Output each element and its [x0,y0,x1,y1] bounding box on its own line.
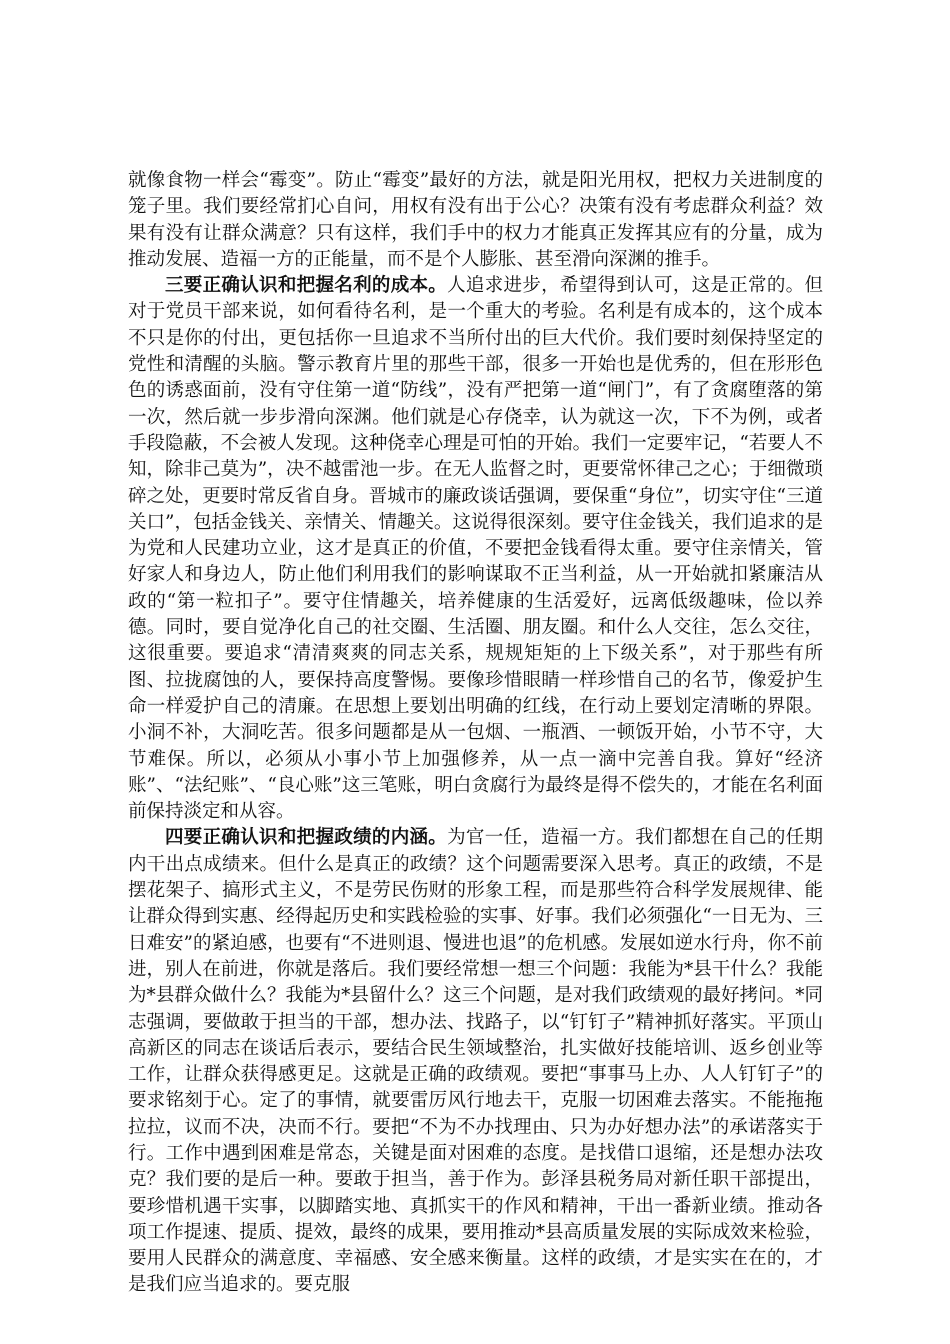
paragraph-2-heading: 三要正确认识和把握名利的成本。 [165,275,448,297]
paragraph-3-body: 为官一任，造福一方。我们都想在自己的任期内干出点成绩来。但什么是真正的政绩？这个问题需要深入思考。真正的政绩，不是摆花架子、搞形式主义，不是劳民伤财的形象工程，而是那些符合科学发展规律、能让群众得到实惠、经得起历史和实践检验的实事、好事。我们必须强化“一日无为、三日难安”的紧迫感，也要有“不进则退、慢进也退”的危机感。发展如逆水行舟，你不前进，别人在前进，你就是落后。我们要经常想一想三个问题：我能为*县干什么？我能为*县群众做什么？我能为*县留什么？这三个问题，是对我们政绩观的最好拷问。*同志强调，要做敢于担当的干部，想办法、找路子，以“钉钉子”精神抓好落实。平顶山高新区的同志在谈话后表示，要结合民生领域整治，扎实做好技能培训、返乡创业等工作，让群众获得感更足。这就是正确的政绩观。要把“事事马上办、人人钉钉子”的要求铭刻于心。定了的事情，就要雷厉风行地去干，克服一切困难去落实。不能拖拖拉拉，议而不决，决而不行。要把“不为不办找理由、只为办好想办法”的承诺落实于行。工作中遇到困难是常态，关键是面对困难的态度。是找借口退缩，还是想办法攻克？我们要的是后一种。要敢于担当，善于作为。彭泽县税务局对新任职干部提出，要珍惜机遇干实事，以脚踏实地、真抓实干的作风和精神，干出一番新业绩。推动各项工作提速、提质、提效，最终的成果，要用推动*县高质量发展的实际成效来检验，要用人民群众的满意度、幸福感、安全感来衡量。这样的政绩，才是实实在在的，才是我们应当追求的。要克服 [128,827,823,1296]
paragraph-3 [128,825,823,1298]
paragraph-1-body: 就像食物一样会“霉变”。防止“霉变”最好的方法，就是阳光用权，把权力关进制度的笼子里。我们要经常扪心自问，用权有没有出于公心？决策有没有考虑群众利益？效果有没有让群众满意？只有这样，我们手中的权力才能真正发挥其应有的分量，成为推动发展、造福一方的正能量，而不是个人膨胀、甚至滑向深渊的推手。 [128,170,823,270]
document-page [128,168,823,1299]
paragraph-3-heading: 四要正确认识和把握政绩的内涵。 [165,827,448,849]
paragraph-1 [128,168,823,273]
paragraph-2 [128,273,823,825]
paragraph-2-body: 人追求进步，希望得到认可，这是正常的。但对于党员干部来说，如何看待名利，是一个重大的考验。名利是有成本的，这个成本不只是你的付出，更包括你一旦追求不当所付出的巨大代价。我们要时刻保持坚定的党性和清醒的头脑。警示教育片里的那些干部，很多一开始也是优秀的，但在形形色色的诱惑面前，没有守住第一道“防线”，没有严把第一道“闸门”，有了贪腐堕落的第一次，然后就一步步滑向深渊。他们就是心存侥幸，认为就这一次，下不为例，或者手段隐蔽，不会被人发现。这种侥幸心理是可怕的开始。我们一定要牢记，“若要人不知，除非己莫为”，决不越雷池一步。在无人监督之时，更要常怀律己之心；于细微琐碎之处，更要时常反省自身。晋城市的廉政谈话强调，要保重“身位”，切实守住“三道关口”，包括金钱关、亲情关、情趣关。这说得很深刻。要守住金钱关，我们追求的是为党和人民建功立业，这才是真正的价值，不要把金钱看得太重。要守住亲情关，管好家人和身边人，防止他们利用我们的影响谋取不正当利益，从一开始就扣紧廉洁从政的“第一粒扣子”。要守住情趣关，培养健康的生活爱好，远离低级趣味，俭以养德。同时，要自觉净化自己的社交圈、生活圈、朋友圈。和什么人交往，怎么交往，这很重要。要追求“清清爽爽的同志关系，规规矩矩的上下级关系”，对于那些有所图、拉拢腐蚀的人，要保持高度警惕。要像珍惜眼睛一样珍惜自己的名节，像爱护生命一样爱护自己的清廉。在思想上要划出明确的红线，在行动上要划定清晰的界限。小洞不补，大洞吃苦。很多问题都是从一包烟、一瓶酒、一顿饭开始，小节不守，大节难保。所以，必须从小事小节上加强修养，从一点一滴中完善自我。算好“经济账”、“法纪账”、“良心账”这三笔账，明白贪腐行为最终是得不偿失的，才能在名利面前保持淡定和从容。 [128,275,823,823]
